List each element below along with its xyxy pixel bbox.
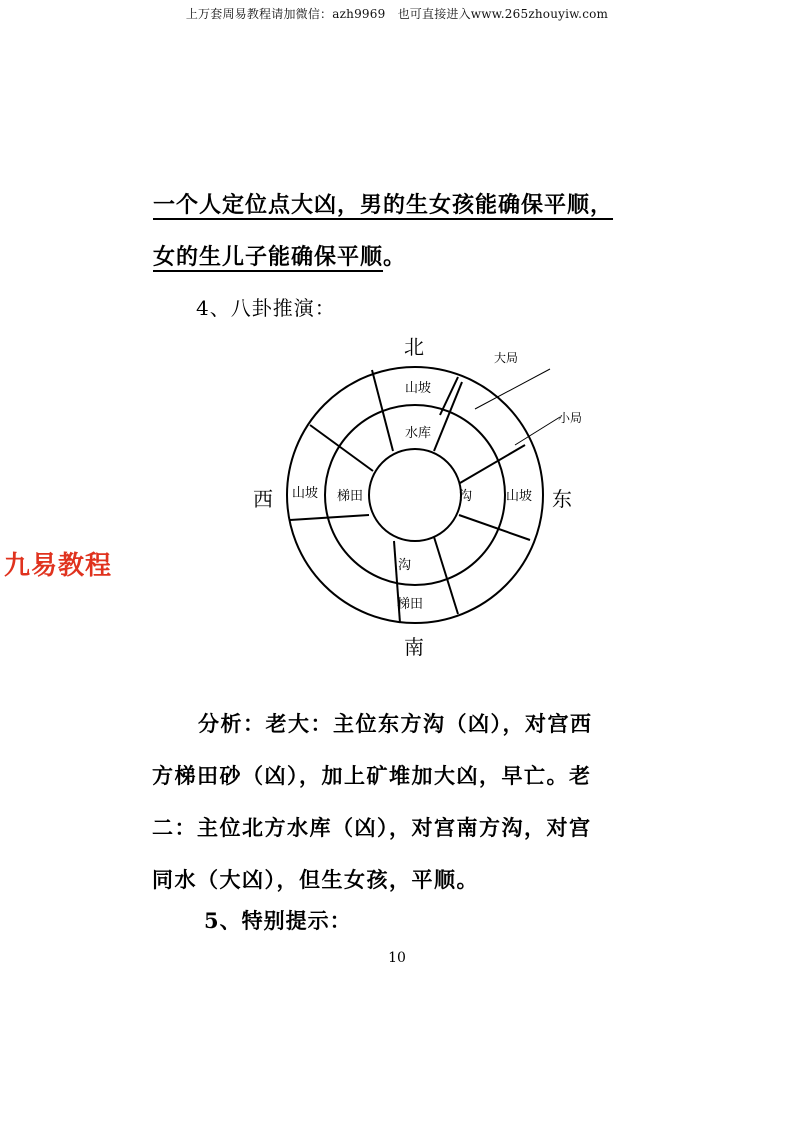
analysis-line-2: 方梯田砂（凶），加上矿堆加大凶，早亡。老 (152, 763, 592, 788)
analysis-line-1: 分析：老大：主位东方沟（凶），对宫西 (198, 711, 593, 736)
intro-line-1 (153, 188, 653, 219)
cell-south-outer: 梯田 (397, 597, 424, 612)
watermark: 九易教程 (4, 551, 113, 581)
inner-ring (369, 449, 461, 541)
direction-east: 东 (552, 487, 572, 511)
section-4-title: 4、八卦推演： (196, 296, 336, 320)
direction-west: 西 (253, 487, 273, 511)
cell-south-inner: 沟 (398, 558, 412, 573)
header-notice: 上万套周易教程请加微信：azh9969 也可直接进入www.265zhouyiw.com (185, 7, 609, 21)
intro-line-2-end: 。 (383, 244, 407, 270)
section-5-title: 5、特别提示： (204, 908, 352, 933)
cell-west-inner: 梯田 (337, 489, 364, 504)
analysis-line-4: 同水（大凶），但生女孩，平顺。 (152, 867, 479, 892)
direction-north: 北 (404, 335, 424, 359)
cell-east-outer: 山坡 (506, 489, 533, 504)
direction-south: 南 (404, 635, 424, 659)
label-small-situation: 小局 (558, 411, 583, 425)
cell-east-inner: 沟 (459, 489, 473, 504)
divider-ws (290, 515, 369, 520)
intro-line-1-text: 一个人定位点大凶，男的生女孩能确保平顺， (153, 192, 614, 218)
pointer-small (515, 417, 560, 445)
divider-wn (310, 425, 373, 471)
intro-line-2-underlined: 女的生儿子能确保平顺 (153, 244, 384, 270)
bagua-rings (230, 325, 600, 665)
page-number: 10 (388, 950, 406, 966)
intro-line-2 (153, 240, 653, 271)
bagua-diagram (230, 325, 600, 665)
cell-west-outer: 山坡 (292, 486, 319, 501)
cell-north-inner: 水库 (405, 426, 432, 441)
divider-nw-outer (372, 370, 393, 451)
analysis-paragraph (152, 698, 642, 906)
analysis-line-3: 二：主位北方水库（凶），对宫南方沟，对宫 (152, 815, 592, 840)
cell-north-outer: 山坡 (405, 381, 432, 396)
label-big-situation: 大局 (494, 351, 519, 365)
